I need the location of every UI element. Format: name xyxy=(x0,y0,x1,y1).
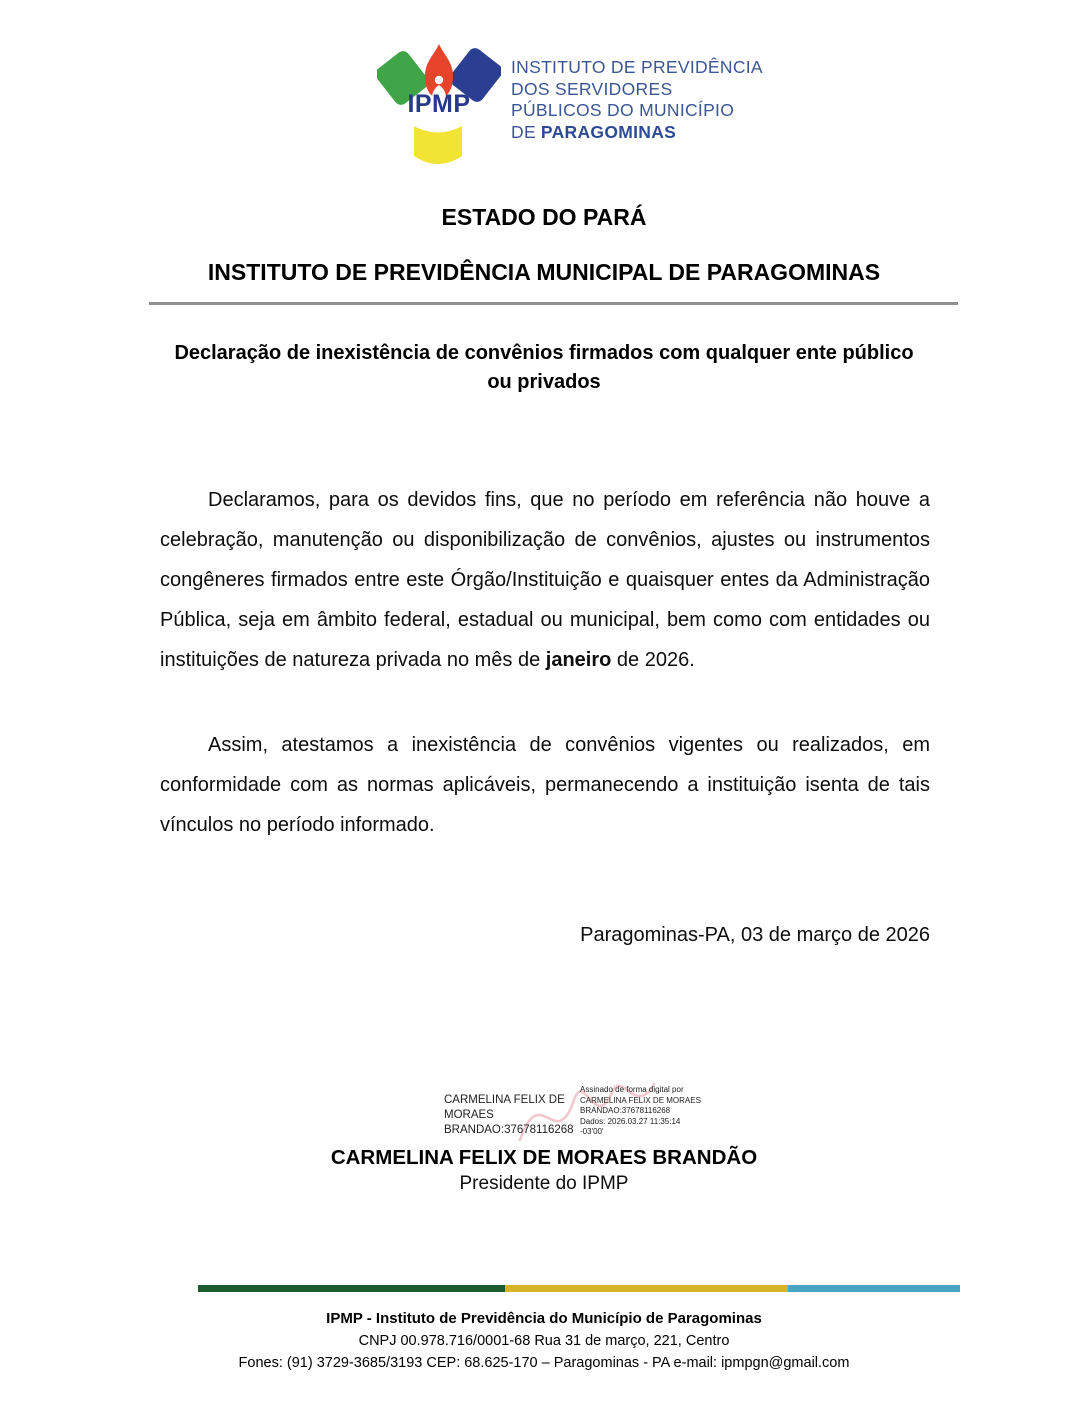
org-line-4-prefix: DE xyxy=(511,121,536,142)
org-line-2: DOS SERVIDORES xyxy=(511,78,673,99)
org-line-4-emphasis: PARAGOMINAS xyxy=(540,121,677,142)
org-line-3: PÚBLICOS DO MUNICÍPIO xyxy=(511,100,735,120)
footer-color-bar xyxy=(198,1285,960,1292)
logo-mark-icon xyxy=(377,40,501,168)
stamp-left-line-3: BRANDAO:37678116268 xyxy=(444,1124,574,1136)
signer-name: CARMELINA FELIX DE MORAES BRANDÃO xyxy=(330,1146,758,1169)
paragraph-1-month: janeiro xyxy=(545,649,612,671)
stamp-details xyxy=(580,1085,708,1138)
footer xyxy=(0,1308,1088,1374)
footer-cnpj-address: CNPJ 00.978.716/0001-68 Rua 31 de março, 221, Centro xyxy=(358,1333,730,1349)
stamp-signer-id xyxy=(444,1085,574,1138)
flame-figure-head xyxy=(435,76,443,84)
paragraph-2 xyxy=(160,725,930,845)
stamp-detail-line-3: BRANDAO:37678116268 xyxy=(580,1106,671,1115)
digital-signature-stamp xyxy=(444,1085,708,1138)
logo xyxy=(377,40,763,168)
logo-ipmp-text: IPMP xyxy=(407,90,471,118)
state-heading: ESTADO DO PARÁ xyxy=(441,204,647,230)
paragraph-1 xyxy=(160,480,930,680)
signer-role: Presidente do IPMP xyxy=(459,1173,629,1194)
yellow-base-shape xyxy=(414,126,462,164)
footer-org-name: IPMP - Instituto de Previdência do Município de Paragominas xyxy=(326,1310,762,1327)
stamp-detail-line-1: Assinado de forma digital por xyxy=(580,1085,684,1094)
stamp-detail-line-4: Dados: 2026.03.27 11:35:14 xyxy=(580,1116,681,1126)
header-divider xyxy=(149,302,958,305)
footer-contact: Fones: (91) 3729-3685/3193 CEP: 68.625-170 – Paragominas - PA e-mail: ipmpgn@gmail.com xyxy=(238,1355,850,1371)
org-line-1: INSTITUTO DE PREVIDÊNCIA xyxy=(511,57,763,77)
stamp-left-line-2: MORAES xyxy=(444,1109,494,1121)
date-line: Paragominas-PA, 03 de março de 2026 xyxy=(580,924,930,946)
institute-heading: INSTITUTO DE PREVIDÊNCIA MUNICIPAL DE PARAGOMINAS xyxy=(207,259,881,285)
paragraph-1-end: de 2026. xyxy=(611,649,695,671)
stamp-left-line-1: CARMELINA FELIX DE xyxy=(444,1094,565,1106)
paragraph-1-text: Declaramos, para os devidos fins, que no período em referência não houve a celebração, manutenção ou disponibilização de convênios, ajustes ou instrumentos congêneres firmados entre este Órgão/Instituição e quaisquer entes da Administração Pública, seja em âmbito federal, estadual ou municipal, bem como com entidades ou instituições de natureza privada no mês de xyxy=(160,489,930,671)
document-title: Declaração de inexistência de convênios firmados com qualquer ente público ou privados xyxy=(174,342,914,393)
logo-org-name xyxy=(511,40,763,143)
footer-bar-blue-segment xyxy=(788,1285,960,1292)
stamp-detail-line-5: -03'00' xyxy=(580,1127,604,1136)
paragraph-2-text: Assim, atestamos a inexistência de convênios vigentes ou realizados, em conformidade com as normas aplicáveis, permanecendo a instituição isenta de tais vínculos no período informado. xyxy=(160,734,930,836)
stamp-detail-line-2: CARMELINA FELIX DE MORAES xyxy=(580,1095,701,1105)
footer-bar-yellow-segment xyxy=(505,1285,788,1292)
footer-bar-green-segment xyxy=(198,1285,505,1292)
org-line-4 xyxy=(511,122,763,144)
